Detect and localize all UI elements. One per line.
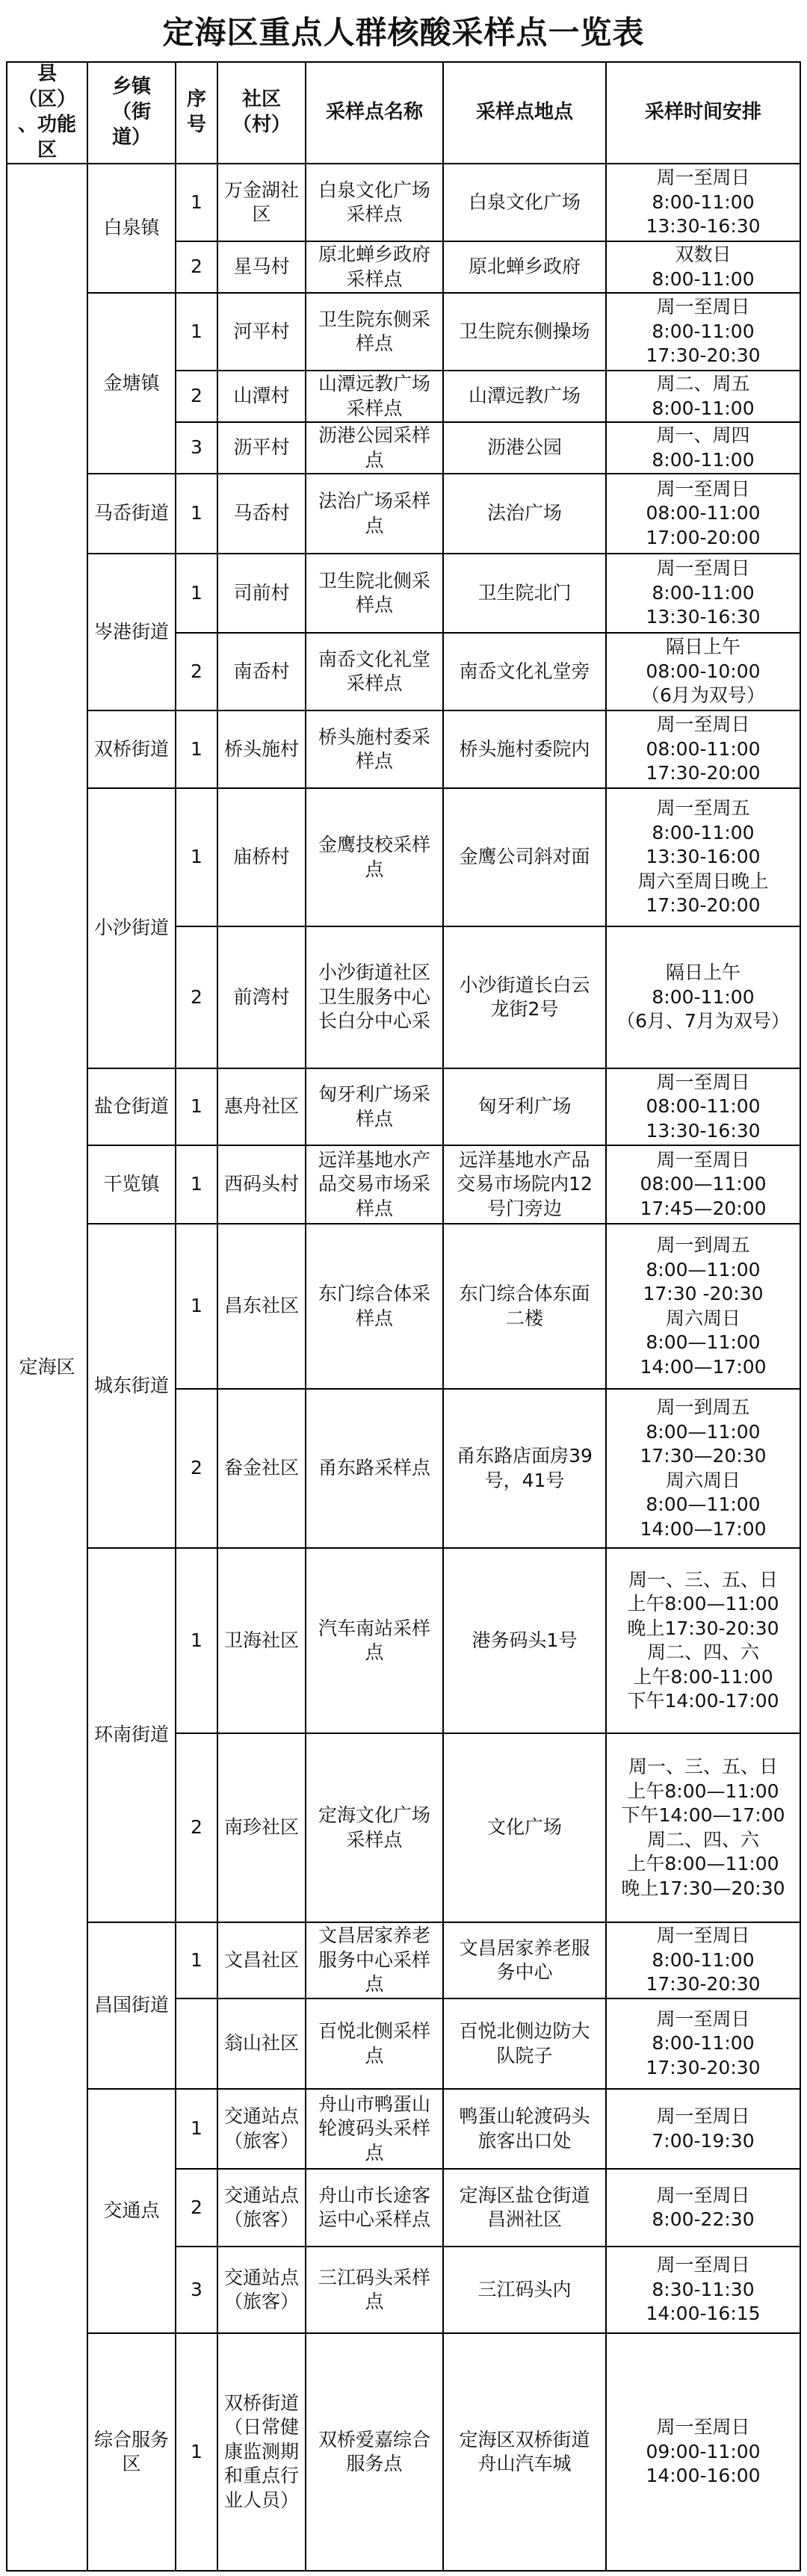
row-number: 1 [175,292,218,371]
header-location: 采样点地点 [442,61,607,164]
site-name-cell: 汽车南站采样 点 [305,1547,444,1734]
schedule-cell: 周一、三、五、日 上午8:00—11:00 晚上17:30-20:30 周二、四、六 上午8:00-11:00 下午14:00-17:00 [605,1547,801,1734]
site-location-cell: 小沙街道长白云 龙街2号 [442,926,607,1069]
row-number: 2 [175,370,218,423]
row-number: 2 [175,241,218,294]
site-name-cell: 三江码头采样 点 [305,2246,444,2334]
site-location-cell: 白泉文化广场 [442,163,607,242]
row-number: 3 [175,2246,218,2334]
schedule-cell: 周一至周日 8:00-11:00 13:30-16:30 [605,163,801,242]
site-location-cell: 金鹰公司斜对面 [442,787,607,927]
community-cell: 山潭村 [217,370,306,423]
town-cell: 城东街道 [87,1223,176,1549]
community-cell: 河平村 [217,292,306,371]
town-cell: 综合服务区 [87,2332,176,2572]
community-cell: 翁山社区 [217,1998,306,2090]
community-cell: 星马村 [217,241,306,294]
site-name-cell: 甬东路采样点 [305,1388,444,1549]
site-name-cell: 百悦北侧采样 点 [305,1998,444,2090]
row-number [175,1998,218,2090]
schedule-cell: 隔日上午 8:00-11:00 （6月、7月为双号） [605,926,801,1069]
site-name-cell: 双桥爱嘉综合 服务点 [305,2332,444,2572]
site-location-cell: 原北蝉乡政府 [442,241,607,294]
site-name-cell: 卫生院东侧采 样点 [305,292,444,371]
site-name-cell: 定海文化广场 采样点 [305,1733,444,1923]
site-name-cell: 舟山市鸭蛋山 轮渡码头采样 点 [305,2088,444,2170]
row-number: 2 [175,1733,218,1923]
header-community: 社区 （村） [217,61,306,164]
community-cell: 惠舟社区 [217,1068,306,1146]
community-cell: 文昌社区 [217,1922,306,1999]
town-cell: 金塘镇 [87,292,176,474]
site-location-cell: 定海区双桥街道 舟山汽车城 [442,2332,607,2572]
header-site: 采样点名称 [305,61,444,164]
schedule-cell: 周一到周五 8:00—11:00 17:30—20:30 周六周日 8:00—11:00 14:00—17:00 [605,1388,801,1549]
schedule-cell: 双数日 8:00-11:00 [605,241,801,294]
row-number: 2 [175,1388,218,1549]
community-cell: 昌东社区 [217,1223,306,1390]
row-number: 1 [175,2332,218,2572]
site-name-cell: 沥港公园采样 点 [305,421,444,474]
row-number: 1 [175,1922,218,1999]
community-cell: 卫海社区 [217,1547,306,1734]
schedule-cell: 隔日上午 08:00-10:00 （6月为双号） [605,632,801,711]
page-title: 定海区重点人群核酸采样点一览表 [162,14,645,51]
schedule-cell: 周一至周日 08:00-11:00 17:30-20:00 [605,710,801,789]
schedule-cell: 周一至周日 8:00-22:30 [605,2168,801,2247]
header-town: 乡镇 （街 道） [87,61,176,164]
site-location-cell: 定海区盐仓街道 昌洲社区 [442,2168,607,2247]
town-cell: 白泉镇 [87,163,176,294]
row-number: 2 [175,632,218,711]
site-location-cell: 文昌居家养老服 务中心 [442,1922,607,1999]
site-name-cell: 白泉文化广场 采样点 [305,163,444,242]
row-number: 1 [175,1547,218,1734]
schedule-cell: 周一至周日 08:00—11:00 17:45—20:00 [605,1145,801,1224]
site-location-cell: 南岙文化礼堂旁 [442,632,607,711]
schedule-cell: 周一、周四 8:00-11:00 [605,421,801,474]
community-cell: 西码头村 [217,1145,306,1224]
site-location-cell: 甬东路店面房39 号，41号 [442,1388,607,1549]
site-name-cell: 金鹰技校采样 点 [305,787,444,927]
row-number: 2 [175,926,218,1069]
community-cell: 马岙村 [217,473,306,554]
schedule-cell: 周一至周日 09:00-11:00 14:00-16:00 [605,2332,801,2572]
schedule-cell: 周一至周日 8:30-11:30 14:00-16:15 [605,2246,801,2334]
community-cell: 南珍社区 [217,1733,306,1923]
schedule-cell: 周二、周五 8:00-11:00 [605,370,801,423]
site-name-cell: 原北蝉乡政府 采样点 [305,241,444,294]
schedule-cell: 周一至周日 8:00-11:00 17:30-20:30 [605,292,801,371]
site-location-cell: 文化广场 [442,1733,607,1923]
site-location-cell: 百悦北侧边防大 队院子 [442,1998,607,2090]
site-name-cell: 法治广场采样 点 [305,473,444,554]
site-name-cell: 东门综合体采 样点 [305,1223,444,1390]
row-number: 1 [175,2088,218,2170]
site-location-cell: 鸭蛋山轮渡码头 旅客出口处 [442,2088,607,2170]
schedule-cell: 周一至周日 8:00-11:00 17:30-20:30 [605,1998,801,2090]
town-cell: 昌国街道 [87,1922,176,2090]
community-cell: 交通站点 （旅客） [217,2088,306,2170]
community-cell: 交通站点 （旅客） [217,2246,306,2334]
community-cell: 司前村 [217,553,306,634]
community-cell: 交通站点 （旅客） [217,2168,306,2247]
community-cell: 万金湖社 区 [217,163,306,242]
county-cell: 定海区 [6,163,88,2572]
header-schedule: 采样时间安排 [605,61,801,164]
schedule-cell: 周一至周日 7:00-19:30 [605,2088,801,2170]
site-location-cell: 远洋基地水产品 交易市场院内12 号门旁边 [442,1145,607,1224]
town-cell: 盐仓街道 [87,1068,176,1146]
community-cell: 畚金社区 [217,1388,306,1549]
header-no: 序 号 [175,61,218,164]
town-cell: 交通点 [87,2088,176,2334]
community-cell: 沥平村 [217,421,306,474]
community-cell: 桥头施村 [217,710,306,789]
community-cell: 南岙村 [217,632,306,711]
schedule-cell: 周一至周日 8:00-11:00 17:30-20:30 [605,1922,801,1999]
community-cell: 双桥街道 （日常健 康监测期 和重点行 业人员） [217,2332,306,2572]
schedule-cell: 周一至周五 8:00-11:00 13:30-16:00 周六至周日晚上 17:30-20:00 [605,787,801,927]
row-number: 3 [175,421,218,474]
site-location-cell: 卫生院东侧操场 [442,292,607,371]
schedule-cell: 周一到周五 8:00—11:00 17:30 -20:30 周六周日 8:00—11:00 14:00—17:00 [605,1223,801,1390]
site-name-cell: 匈牙利广场采 样点 [305,1068,444,1146]
site-location-cell: 法治广场 [442,473,607,554]
site-location-cell: 桥头施村委院内 [442,710,607,789]
community-cell: 前湾村 [217,926,306,1069]
row-number: 1 [175,473,218,554]
town-cell: 岑港街道 [87,553,176,711]
header-county: 县 （区） 、功能 区 [6,61,88,164]
town-cell: 双桥街道 [87,710,176,789]
site-location-cell: 三江码头内 [442,2246,607,2334]
town-cell: 小沙街道 [87,787,176,1069]
site-location-cell: 港务码头1号 [442,1547,607,1734]
row-number: 2 [175,2168,218,2247]
row-number: 1 [175,1145,218,1224]
site-name-cell: 桥头施村委采 样点 [305,710,444,789]
row-number: 1 [175,787,218,927]
site-name-cell: 舟山市长途客 运中心采样点 [305,2168,444,2247]
town-cell: 马岙街道 [87,473,176,554]
row-number: 1 [175,163,218,242]
schedule-cell: 周一、三、五、日 上午8:00—11:00 下午14:00—17:00 周二、四、六 上午8:00—11:00 晚上17:30—20:30 [605,1733,801,1923]
row-number: 1 [175,1223,218,1390]
site-location-cell: 匈牙利广场 [442,1068,607,1146]
schedule-cell: 周一至周日 8:00-11:00 13:30-16:30 [605,553,801,634]
community-cell: 庙桥村 [217,787,306,927]
site-location-cell: 东门综合体东面 二楼 [442,1223,607,1390]
site-name-cell: 南岙文化礼堂 采样点 [305,632,444,711]
town-cell: 干览镇 [87,1145,176,1224]
row-number: 1 [175,553,218,634]
site-location-cell: 沥港公园 [442,421,607,474]
site-name-cell: 小沙街道社区 卫生服务中心 长白分中心采 [305,926,444,1069]
row-number: 1 [175,1068,218,1146]
town-cell: 环南街道 [87,1547,176,1923]
row-number: 1 [175,710,218,789]
site-name-cell: 文昌居家养老 服务中心采样 点 [305,1922,444,1999]
site-location-cell: 山潭远教广场 [442,370,607,423]
sampling-sites-table [6,61,800,2570]
site-name-cell: 卫生院北侧采 样点 [305,553,444,634]
site-name-cell: 远洋基地水产 品交易市场采 样点 [305,1145,444,1224]
site-name-cell: 山潭远教广场 采样点 [305,370,444,423]
site-location-cell: 卫生院北门 [442,553,607,634]
schedule-cell: 周一至周日 08:00-11:00 13:30-16:30 [605,1068,801,1146]
schedule-cell: 周一至周日 08:00-11:00 17:00-20:00 [605,473,801,554]
